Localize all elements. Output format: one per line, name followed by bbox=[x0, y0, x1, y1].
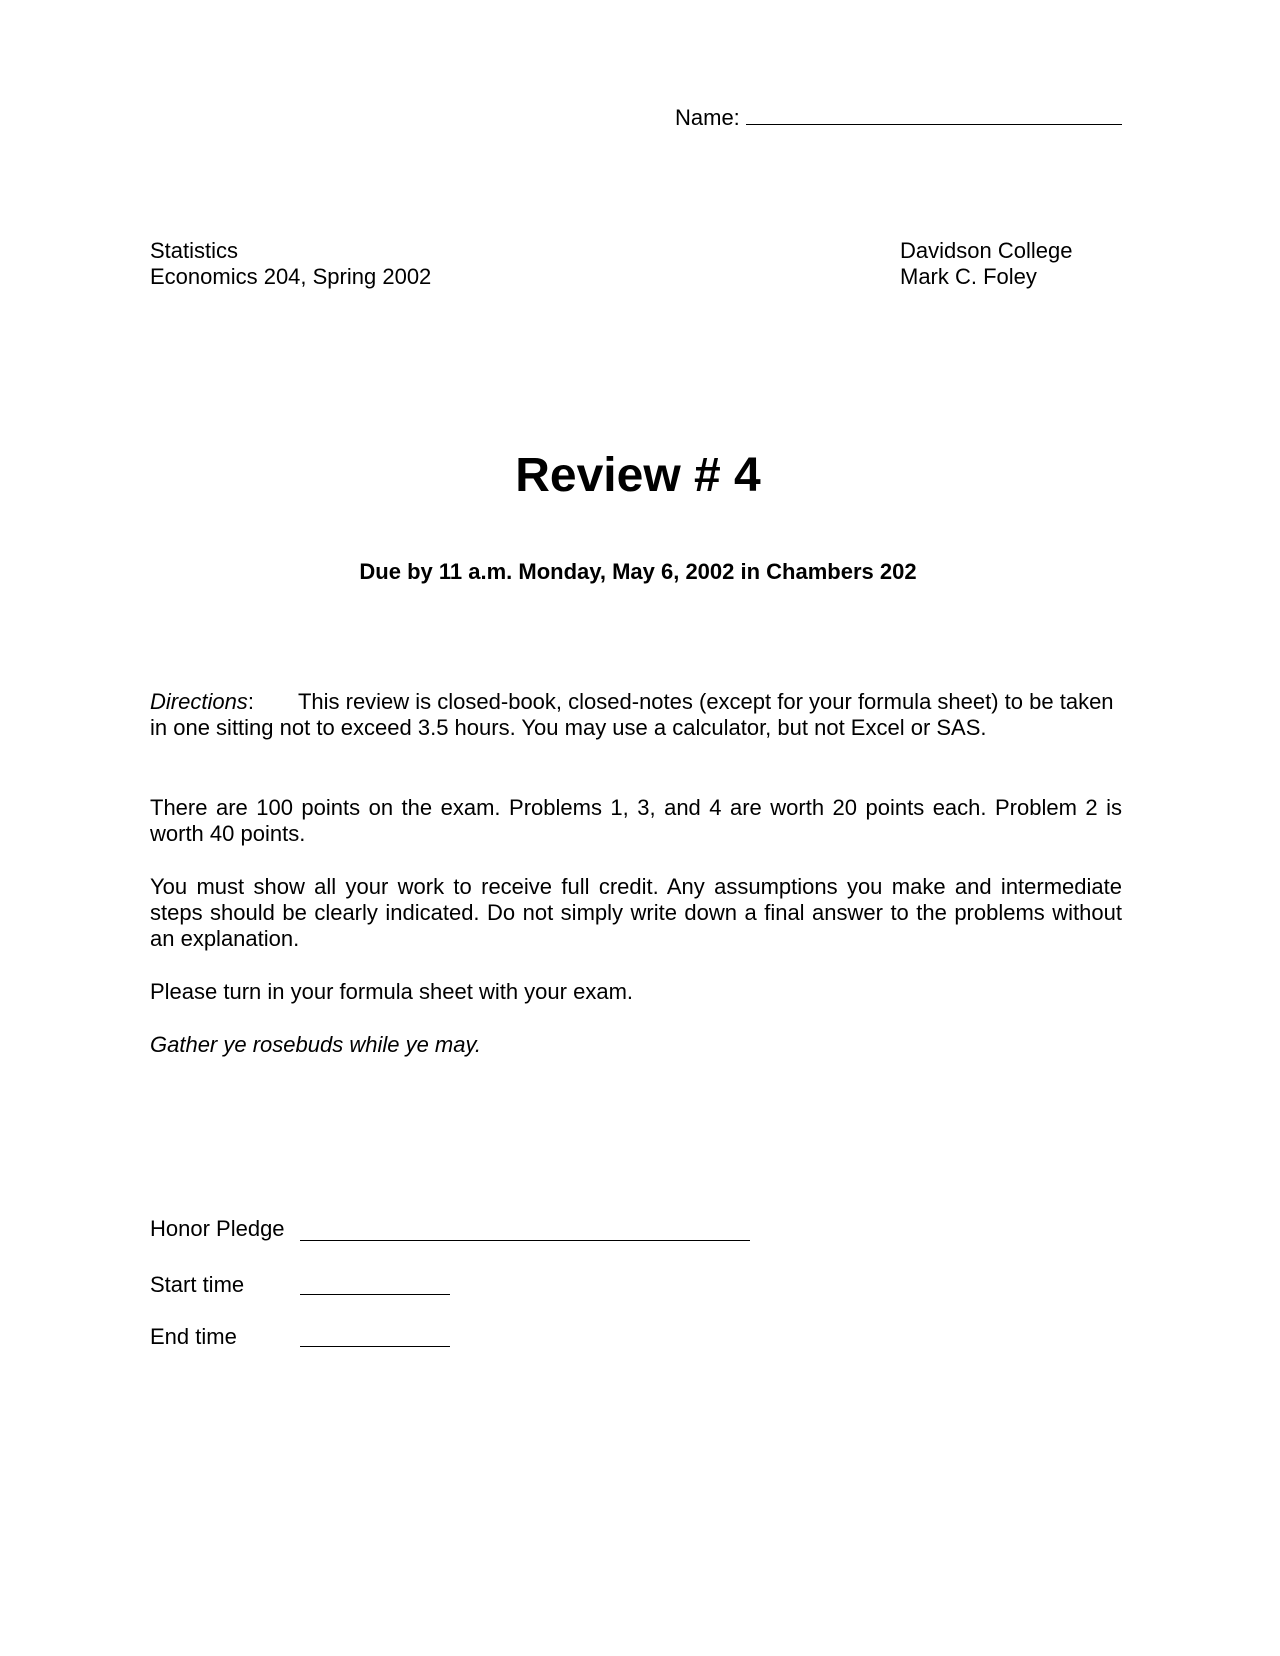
name-label: Name: bbox=[675, 105, 740, 130]
start-time-line[interactable] bbox=[300, 1294, 450, 1295]
quote-paragraph: Gather ye rosebuds while ye may. bbox=[150, 1032, 481, 1057]
course-detail: Economics 204, Spring 2002 bbox=[150, 264, 432, 289]
end-time-label: End time bbox=[150, 1324, 237, 1349]
course-name: Statistics bbox=[150, 238, 239, 263]
honor-pledge-label: Honor Pledge bbox=[150, 1216, 285, 1241]
formula-sheet-paragraph: Please turn in your formula sheet with your exam. bbox=[150, 979, 634, 1004]
directions-text: This review is closed-book, closed-notes (except for your formula sheet) to be taken in one sitting not to exceed 3.5 hours. You may use a calculator, but not Excel or SAS. bbox=[150, 689, 1114, 740]
due-date: Due by 11 a.m. Monday, May 6, 2002 in Chambers 202 bbox=[359, 559, 917, 584]
name-blank-line[interactable] bbox=[746, 104, 1122, 125]
institution-name: Davidson College bbox=[900, 238, 1073, 263]
instructor-name: Mark C. Foley bbox=[900, 264, 1037, 289]
name-field bbox=[675, 104, 1122, 131]
page-title: Review # 4 bbox=[515, 449, 761, 502]
end-time-line[interactable] bbox=[300, 1346, 450, 1347]
directions-label: Directions bbox=[150, 689, 248, 714]
show-work-paragraph: You must show all your work to receive full credit. Any assumptions you make and intermediate steps should be clearly indicated. Do not simply write down a final answer to the problems without an explanation. bbox=[150, 874, 1122, 951]
institution-header bbox=[900, 238, 1072, 290]
start-time-row bbox=[150, 1272, 300, 1298]
course-header bbox=[150, 238, 431, 290]
points-paragraph: There are 100 points on the exam. Problems 1, 3, and 4 are worth 20 points each. Problem 2 is worth 40 points. bbox=[150, 795, 1122, 846]
honor-pledge-row bbox=[150, 1216, 300, 1242]
end-time-row bbox=[150, 1324, 300, 1350]
directions-paragraph: Directions: This review is closed-book, closed-notes (except for your formula sheet) to be taken in one sitting not to exceed 3.5 hours. You may use a calculator, but not Excel or SAS. bbox=[150, 689, 1114, 740]
start-time-label: Start time bbox=[150, 1272, 245, 1297]
honor-pledge-line[interactable] bbox=[300, 1240, 750, 1241]
